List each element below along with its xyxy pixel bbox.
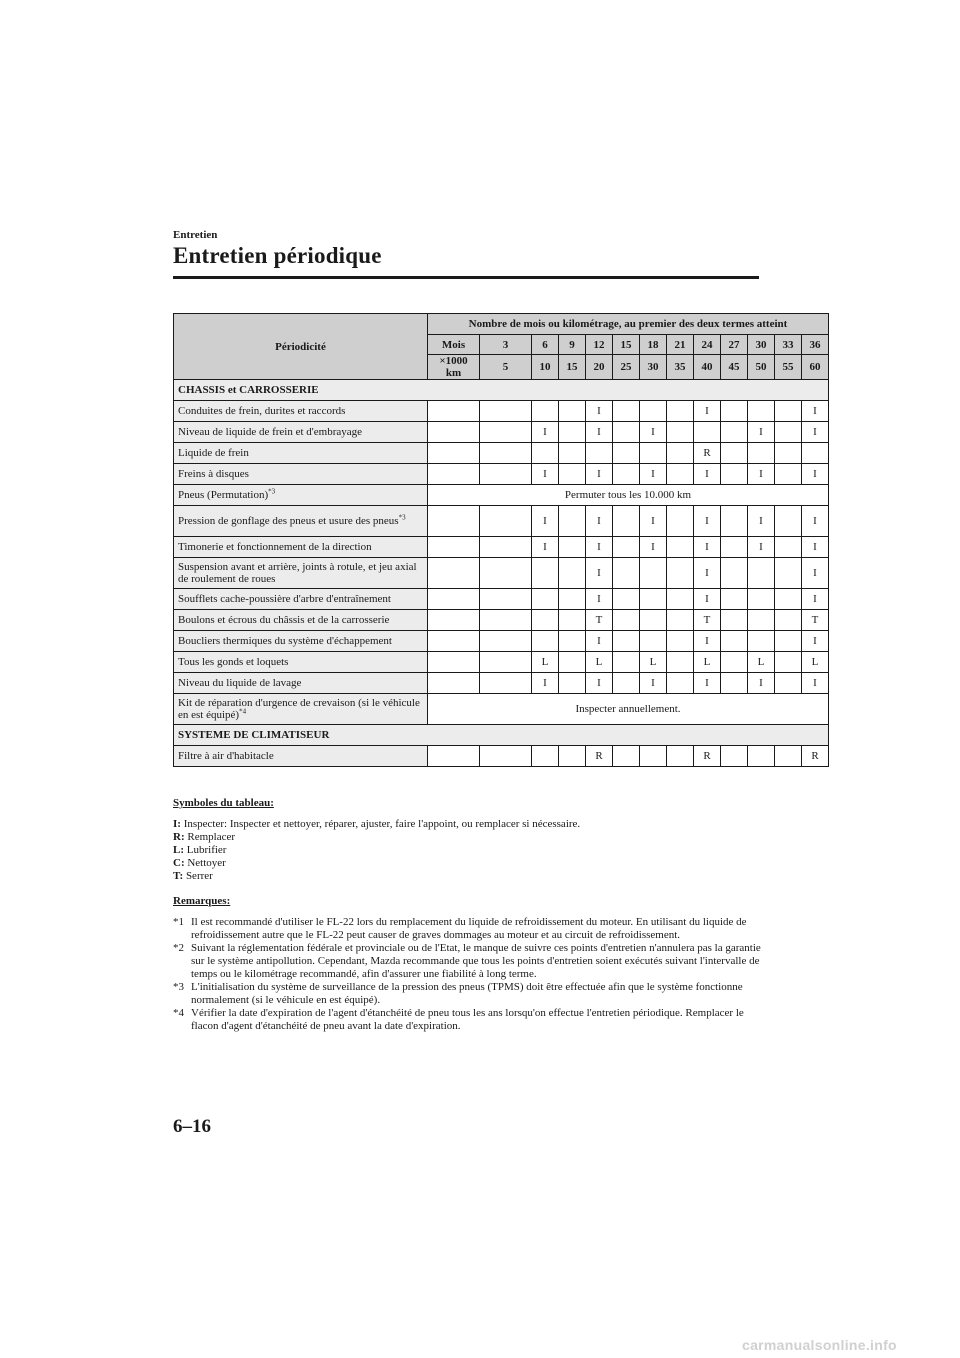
- value-cell: I: [694, 537, 721, 558]
- value-cell: [775, 401, 802, 422]
- value-cell: L: [532, 652, 559, 673]
- value-cell: [640, 589, 667, 610]
- value-cell: I: [694, 589, 721, 610]
- month-cell: 30: [748, 335, 775, 355]
- value-cell: [480, 506, 532, 537]
- value-cell: [748, 746, 775, 767]
- value-cell: [613, 631, 640, 652]
- value-cell: I: [802, 673, 829, 694]
- value-cell: [559, 610, 586, 631]
- value-cell: [775, 443, 802, 464]
- symbol-key: C:: [173, 857, 185, 869]
- remark-number: *4: [173, 1007, 184, 1019]
- row-label: Pneus (Permutation)$^{*3}$: [174, 485, 428, 506]
- remark-number: *2: [173, 942, 184, 954]
- row-label: Boulons et écrous du châssis et de la carrosserie: [174, 610, 428, 631]
- value-cell: I: [748, 673, 775, 694]
- value-cell: [613, 401, 640, 422]
- value-cell: I: [532, 506, 559, 537]
- km-cell: 55: [775, 355, 802, 380]
- value-cell: I: [802, 506, 829, 537]
- row-label: Pression de gonflage des pneus et usure des pneus$^{*3}$: [174, 506, 428, 537]
- value-cell: I: [640, 422, 667, 443]
- table-row: [174, 631, 829, 652]
- table-row: [174, 610, 829, 631]
- value-cell: [480, 746, 532, 767]
- value-cell: [748, 589, 775, 610]
- value-cell: [480, 631, 532, 652]
- month-cell: 3: [480, 335, 532, 355]
- row-label: Niveau du liquide de lavage: [174, 673, 428, 694]
- value-cell: [775, 558, 802, 589]
- value-cell: [559, 673, 586, 694]
- value-cell: [613, 558, 640, 589]
- row-label: Filtre à air d'habitacle: [174, 746, 428, 767]
- table-row: [174, 401, 829, 422]
- interval-title: Nombre de mois ou kilométrage, au premier des deux termes atteint: [428, 314, 829, 335]
- km-cell: 20: [586, 355, 613, 380]
- schedule-body: [174, 380, 829, 767]
- value-cell: [480, 422, 532, 443]
- value-cell: [667, 422, 694, 443]
- value-cell: I: [586, 631, 613, 652]
- remark-item: [173, 981, 763, 1007]
- value-cell: I: [532, 422, 559, 443]
- value-cell: I: [802, 537, 829, 558]
- period-header: Périodicité: [174, 314, 428, 380]
- value-cell: [721, 401, 748, 422]
- value-cell: T: [586, 610, 613, 631]
- value-cell: [480, 464, 532, 485]
- km-cell: 15: [559, 355, 586, 380]
- value-cell: [721, 506, 748, 537]
- category-title: CHASSIS et CARROSSERIE: [174, 380, 829, 401]
- value-cell: [480, 673, 532, 694]
- value-cell: [613, 506, 640, 537]
- value-cell: [667, 464, 694, 485]
- value-cell: [428, 631, 480, 652]
- row-span-text: Permuter tous les 10.000 km: [428, 485, 829, 506]
- km-cell: 40: [694, 355, 721, 380]
- remark-item: [173, 942, 763, 981]
- row-label: Tous les gonds et loquets: [174, 652, 428, 673]
- value-cell: [640, 746, 667, 767]
- value-cell: [640, 610, 667, 631]
- remark-item: [173, 1007, 763, 1033]
- table-row: [174, 558, 829, 589]
- value-cell: [613, 443, 640, 464]
- month-cell: 21: [667, 335, 694, 355]
- symbol-text: Serrer: [185, 870, 213, 882]
- value-cell: I: [586, 537, 613, 558]
- value-cell: I: [532, 464, 559, 485]
- value-cell: [721, 537, 748, 558]
- value-cell: [559, 443, 586, 464]
- value-cell: [613, 422, 640, 443]
- maintenance-schedule-table: [173, 313, 829, 767]
- value-cell: [559, 464, 586, 485]
- value-cell: I: [640, 506, 667, 537]
- remark-text: Il est recommandé d'utiliser le FL-22 lors du remplacement du liquide de refroidissement du moteur. En utilisant du liquide de refroidissement autre que le FL-22 peut causer de graves dommages au moteur et au circuit de refroidissement.: [191, 916, 747, 941]
- value-cell: [667, 443, 694, 464]
- page-number: 6–16: [173, 1116, 211, 1137]
- month-cell: 33: [775, 335, 802, 355]
- remark-text: Vérifier la date d'expiration de l'agent d'étanchéité de pneu tous les ans lorsqu'on effectue l'entretien périodique. Remplacer le flacon d'agent d'étanchéité de pneu avant la date d'expiration.: [191, 1007, 744, 1032]
- value-cell: [428, 401, 480, 422]
- footnote-ref: *3: [398, 513, 406, 522]
- table-row: [174, 652, 829, 673]
- symbol-text: Inspecter: Inspecter et nettoyer, réparer, ajuster, faire l'appoint, ou remplacer si nécessaire.: [183, 818, 581, 830]
- row-label: Boucliers thermiques du système d'échappement: [174, 631, 428, 652]
- value-cell: [775, 589, 802, 610]
- footnote-ref: *3: [268, 487, 276, 496]
- value-cell: [532, 443, 559, 464]
- value-cell: [667, 506, 694, 537]
- value-cell: [721, 464, 748, 485]
- value-cell: [559, 558, 586, 589]
- value-cell: L: [802, 652, 829, 673]
- value-cell: R: [694, 443, 721, 464]
- value-cell: [613, 537, 640, 558]
- value-cell: [480, 537, 532, 558]
- footnote-ref: *4: [239, 707, 247, 716]
- value-cell: [613, 464, 640, 485]
- value-cell: R: [586, 746, 613, 767]
- value-cell: [613, 673, 640, 694]
- value-cell: [667, 673, 694, 694]
- value-cell: [748, 610, 775, 631]
- value-cell: I: [748, 464, 775, 485]
- value-cell: I: [586, 401, 613, 422]
- value-cell: T: [694, 610, 721, 631]
- value-cell: I: [802, 464, 829, 485]
- value-cell: [775, 610, 802, 631]
- value-cell: [775, 464, 802, 485]
- table-row: [174, 746, 829, 767]
- value-cell: [640, 401, 667, 422]
- value-cell: [775, 631, 802, 652]
- table-row: [174, 537, 829, 558]
- value-cell: [667, 746, 694, 767]
- row-label: Timonerie et fonctionnement de la direction: [174, 537, 428, 558]
- month-cell: 18: [640, 335, 667, 355]
- row-label: Freins à disques: [174, 464, 428, 485]
- table-row: [174, 485, 829, 506]
- value-cell: [775, 673, 802, 694]
- value-cell: [775, 422, 802, 443]
- value-cell: [559, 537, 586, 558]
- value-cell: I: [802, 589, 829, 610]
- symbol-text: Lubrifier: [186, 844, 227, 856]
- value-cell: [613, 652, 640, 673]
- table-row: [174, 694, 829, 725]
- value-cell: [532, 558, 559, 589]
- km-label: ×1000 km: [428, 355, 480, 380]
- value-cell: [775, 652, 802, 673]
- value-cell: [559, 589, 586, 610]
- value-cell: [721, 422, 748, 443]
- value-cell: I: [694, 401, 721, 422]
- symbol-key: R:: [173, 831, 185, 843]
- value-cell: [748, 558, 775, 589]
- value-cell: L: [748, 652, 775, 673]
- month-cell: 6: [532, 335, 559, 355]
- value-cell: [721, 746, 748, 767]
- value-cell: [559, 746, 586, 767]
- value-cell: [532, 589, 559, 610]
- value-cell: [428, 422, 480, 443]
- value-cell: [559, 631, 586, 652]
- value-cell: I: [586, 422, 613, 443]
- symbol-text: Nettoyer: [187, 857, 226, 869]
- table-row: [174, 506, 829, 537]
- value-cell: [721, 443, 748, 464]
- row-label: Liquide de frein: [174, 443, 428, 464]
- table-row: [174, 589, 829, 610]
- value-cell: [559, 422, 586, 443]
- value-cell: I: [802, 401, 829, 422]
- value-cell: [428, 537, 480, 558]
- category-row: [174, 725, 829, 746]
- km-cell: 45: [721, 355, 748, 380]
- value-cell: I: [694, 506, 721, 537]
- month-cell: 15: [613, 335, 640, 355]
- value-cell: [586, 443, 613, 464]
- category-row: [174, 380, 829, 401]
- interval-header-row: [174, 314, 829, 335]
- value-cell: [667, 589, 694, 610]
- value-cell: [748, 443, 775, 464]
- value-cell: L: [640, 652, 667, 673]
- value-cell: [721, 673, 748, 694]
- value-cell: [640, 631, 667, 652]
- table-row: [174, 422, 829, 443]
- value-cell: [775, 506, 802, 537]
- km-cell: 30: [640, 355, 667, 380]
- value-cell: [667, 401, 694, 422]
- value-cell: [559, 652, 586, 673]
- value-cell: [480, 401, 532, 422]
- symbol-item: [173, 870, 763, 883]
- value-cell: [480, 443, 532, 464]
- value-cell: I: [586, 464, 613, 485]
- month-cell: 12: [586, 335, 613, 355]
- remarks-list: [173, 916, 763, 1033]
- title-rule: [173, 276, 759, 279]
- value-cell: [428, 506, 480, 537]
- value-cell: [428, 673, 480, 694]
- value-cell: [559, 401, 586, 422]
- value-cell: [428, 610, 480, 631]
- value-cell: [532, 401, 559, 422]
- value-cell: [480, 558, 532, 589]
- remarks-title: Remarques:: [173, 895, 231, 907]
- symbols-title: Symboles du tableau:: [173, 797, 274, 809]
- value-cell: [667, 652, 694, 673]
- row-label: Niveau de liquide de frein et d'embrayage: [174, 422, 428, 443]
- value-cell: I: [748, 422, 775, 443]
- month-cell: 9: [559, 335, 586, 355]
- months-label: Mois: [428, 335, 480, 355]
- row-label: Conduites de frein, durites et raccords: [174, 401, 428, 422]
- value-cell: [532, 631, 559, 652]
- remark-number: *1: [173, 916, 184, 928]
- km-cell: 10: [532, 355, 559, 380]
- value-cell: [748, 401, 775, 422]
- value-cell: I: [694, 464, 721, 485]
- row-span-text: Inspecter annuellement.: [428, 694, 829, 725]
- value-cell: [640, 558, 667, 589]
- symbol-key: L:: [173, 844, 184, 856]
- section-label: Entretien: [173, 229, 218, 241]
- symbol-key: T:: [173, 870, 184, 882]
- value-cell: I: [694, 631, 721, 652]
- value-cell: [667, 558, 694, 589]
- row-label: Kit de réparation d'urgence de crevaison (si le véhicule en est équipé)$^{*4}$: [174, 694, 428, 725]
- value-cell: [667, 537, 694, 558]
- value-cell: I: [640, 464, 667, 485]
- symbols-list: [173, 818, 763, 883]
- value-cell: [613, 610, 640, 631]
- remark-number: *3: [173, 981, 184, 993]
- value-cell: [428, 589, 480, 610]
- symbol-item: [173, 818, 763, 831]
- value-cell: I: [694, 558, 721, 589]
- value-cell: [613, 746, 640, 767]
- km-cell: 60: [802, 355, 829, 380]
- symbol-text: Remplacer: [187, 831, 236, 843]
- symbol-item: [173, 844, 763, 857]
- value-cell: I: [748, 537, 775, 558]
- table-row: [174, 673, 829, 694]
- value-cell: [640, 443, 667, 464]
- km-cell: 50: [748, 355, 775, 380]
- table-row: [174, 464, 829, 485]
- symbol-item: [173, 857, 763, 870]
- value-cell: L: [694, 652, 721, 673]
- value-cell: [721, 652, 748, 673]
- value-cell: [480, 652, 532, 673]
- value-cell: L: [586, 652, 613, 673]
- value-cell: I: [694, 673, 721, 694]
- value-cell: [428, 464, 480, 485]
- watermark: carmanualsonline.info: [742, 1337, 897, 1353]
- km-cell: 25: [613, 355, 640, 380]
- value-cell: I: [640, 537, 667, 558]
- value-cell: [721, 589, 748, 610]
- km-cell: 35: [667, 355, 694, 380]
- value-cell: [721, 631, 748, 652]
- value-cell: R: [694, 746, 721, 767]
- remark-text: L'initialisation du système de surveillance de la pression des pneus (TPMS) doit être effectuée afin que le système fonctionne normalement (si le véhicule en est équipé).: [191, 981, 743, 1006]
- value-cell: [667, 631, 694, 652]
- symbol-item: [173, 831, 763, 844]
- value-cell: I: [802, 422, 829, 443]
- value-cell: I: [748, 506, 775, 537]
- value-cell: [428, 443, 480, 464]
- value-cell: R: [802, 746, 829, 767]
- value-cell: [721, 610, 748, 631]
- remark-text: Suivant la réglementation fédérale et provinciale ou de l'Etat, le manque de suivre ces points d'entretien n'annulera pas la garantie sur le système antipollution. Cependant, Mazda recommande que tous les points d'entretien soient exécutés suivant l'intervalle de temps ou le kilométrage recommandé, afin d'assurer une fiabilité à long terme.: [191, 942, 761, 980]
- value-cell: [748, 631, 775, 652]
- value-cell: [694, 422, 721, 443]
- month-cell: 27: [721, 335, 748, 355]
- value-cell: [559, 506, 586, 537]
- value-cell: [775, 537, 802, 558]
- category-title: SYSTEME DE CLIMATISEUR: [174, 725, 829, 746]
- value-cell: I: [532, 537, 559, 558]
- value-cell: [667, 610, 694, 631]
- value-cell: I: [586, 506, 613, 537]
- value-cell: I: [586, 589, 613, 610]
- value-cell: [532, 610, 559, 631]
- page-title: Entretien périodique: [173, 243, 382, 268]
- value-cell: I: [802, 558, 829, 589]
- value-cell: T: [802, 610, 829, 631]
- value-cell: I: [802, 631, 829, 652]
- month-cell: 24: [694, 335, 721, 355]
- value-cell: [428, 652, 480, 673]
- value-cell: [428, 746, 480, 767]
- value-cell: [613, 589, 640, 610]
- row-label: Suspension avant et arrière, joints à rotule, et jeu axial de roulement de roues: [174, 558, 428, 589]
- value-cell: [480, 589, 532, 610]
- month-cell: 36: [802, 335, 829, 355]
- value-cell: [480, 610, 532, 631]
- value-cell: [775, 746, 802, 767]
- row-label: Soufflets cache-poussière d'arbre d'entraînement: [174, 589, 428, 610]
- remark-item: [173, 916, 763, 942]
- symbol-key: I:: [173, 818, 181, 830]
- value-cell: I: [586, 673, 613, 694]
- value-cell: [721, 558, 748, 589]
- value-cell: [428, 558, 480, 589]
- value-cell: I: [640, 673, 667, 694]
- value-cell: I: [532, 673, 559, 694]
- value-cell: [532, 746, 559, 767]
- table-row: [174, 443, 829, 464]
- value-cell: [802, 443, 829, 464]
- notes-block: [173, 797, 763, 1033]
- km-cell: 5: [480, 355, 532, 380]
- value-cell: I: [586, 558, 613, 589]
